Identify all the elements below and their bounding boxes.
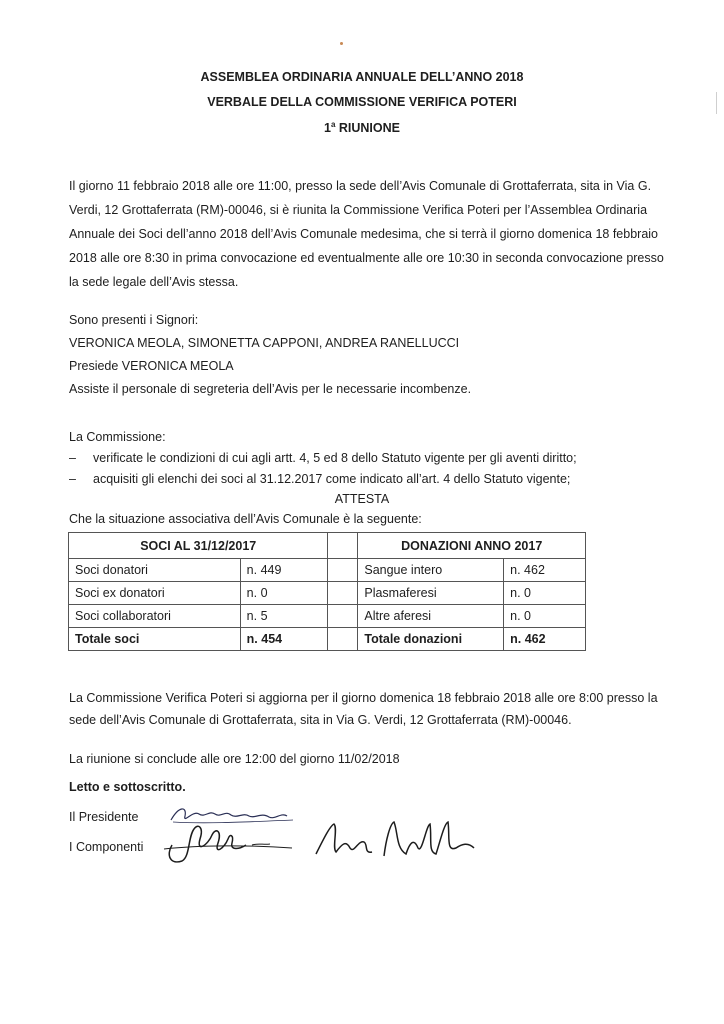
component-signature-1 — [160, 815, 295, 870]
row-label: Soci donatori — [69, 559, 241, 582]
assist-line: Assiste il personale di segreteria dell’Avis per le necessarie incombenze. — [69, 382, 472, 396]
meeting-number-text: RIUNIONE — [335, 121, 400, 136]
row-value: n. 0 — [504, 605, 586, 628]
row-value: n. 5 — [240, 605, 328, 628]
intro-line: Verdi, 12 Grottaferrata (RM)-00046, si è riunita la Commissione Verifica Poteri per l’Assemblea Ordinaria — [69, 203, 648, 217]
president-label: Il Presidente — [69, 810, 139, 824]
total-label: Totale donazioni — [358, 628, 504, 651]
table-header-row — [69, 533, 586, 559]
intro-paragraph — [69, 174, 669, 294]
closing-line: La riunione si conclude alle ore 12:00 del giorno 11/02/2018 — [69, 752, 400, 766]
commission-item — [69, 472, 570, 486]
adjourn-line: sede dell’Avis Comunale di Grottaferrata, sita in Via G. Verdi, 12 Grottaferrata (RM)-00046. — [69, 713, 572, 727]
row-label: Soci collaboratori — [69, 605, 241, 628]
table-spacer — [328, 605, 358, 628]
components-label: I Componenti — [69, 840, 144, 854]
scan-speck — [340, 42, 343, 45]
document-subtitle: VERBALE DELLA COMMISSIONE VERIFICA POTERI — [207, 95, 517, 109]
situation-line: Che la situazione associativa dell’Avis Comunale è la seguente: — [69, 512, 422, 526]
meeting-number-ordinal: a — [330, 120, 336, 129]
dash-marker: – — [69, 451, 76, 465]
table-row — [69, 559, 586, 582]
presence-intro: Sono presenti i Signori: — [69, 313, 199, 327]
commission-item-text: acquisiti gli elenchi dei soci al 31.12.2017 come indicato all’art. 4 dello Statuto vigente; — [93, 472, 571, 486]
stats-table — [68, 532, 586, 651]
table-total-row — [69, 628, 586, 651]
commission-intro: La Commissione: — [69, 430, 166, 444]
row-value: n. 449 — [240, 559, 328, 582]
row-label: Soci ex donatori — [69, 582, 241, 605]
row-label: Altre aferesi — [358, 605, 504, 628]
members-list: VERONICA MEOLA, SIMONETTA CAPPONI, ANDREA RANELLUCCI — [69, 336, 460, 350]
intro-line: Annuale dei Soci dell’anno 2018 dell’Avis Comunale medesima, che si terrà il giorno domenica 18 febbraio — [69, 227, 659, 241]
table-row — [69, 605, 586, 628]
row-label: Plasmaferesi — [358, 582, 504, 605]
table-spacer — [328, 559, 358, 582]
table-spacer — [328, 628, 358, 651]
commission-item-text: verificate le condizioni di cui agli artt. 4, 5 ed 8 dello Statuto vigente per gli aventi diritto; — [93, 451, 577, 465]
table-row — [69, 582, 586, 605]
intro-line: Il giorno 11 febbraio 2018 alle ore 11:00, presso la sede dell’Avis Comunale di Grottaferrata, sita in Via G. — [69, 179, 652, 193]
meeting-number — [0, 120, 724, 135]
attesta-heading: ATTESTA — [334, 492, 390, 506]
signed-line: Letto e sottoscritto. — [69, 780, 186, 794]
total-value: n. 462 — [504, 628, 586, 651]
soci-header: SOCI AL 31/12/2017 — [69, 533, 328, 559]
row-value: n. 0 — [504, 582, 586, 605]
intro-line: 2018 alle ore 8:30 in prima convocazione ed eventualmente alle ore 10:30 in seconda convocazione presso — [69, 251, 664, 265]
president-line: Presiede VERONICA MEOLA — [69, 359, 234, 373]
table-spacer — [328, 582, 358, 605]
total-label: Totale soci — [69, 628, 241, 651]
adjourn-line: La Commissione Verifica Poteri si aggiorna per il giorno domenica 18 febbraio 2018 alle ore 8:00 presso la — [69, 691, 658, 705]
intro-line: la sede legale dell’Avis stessa. — [69, 275, 239, 289]
table-spacer — [328, 533, 358, 559]
dash-marker: – — [69, 472, 76, 486]
component-signature-2 — [310, 818, 485, 863]
commission-item — [69, 451, 577, 465]
meeting-number-value: 1 — [324, 121, 331, 136]
document-title: ASSEMBLEA ORDINARIA ANNUALE DELL’ANNO 2018 — [200, 70, 524, 84]
row-value: n. 0 — [240, 582, 328, 605]
row-value: n. 462 — [504, 559, 586, 582]
row-label: Sangue intero — [358, 559, 504, 582]
total-value: n. 454 — [240, 628, 328, 651]
donazioni-header: DONAZIONI ANNO 2017 — [358, 533, 586, 559]
